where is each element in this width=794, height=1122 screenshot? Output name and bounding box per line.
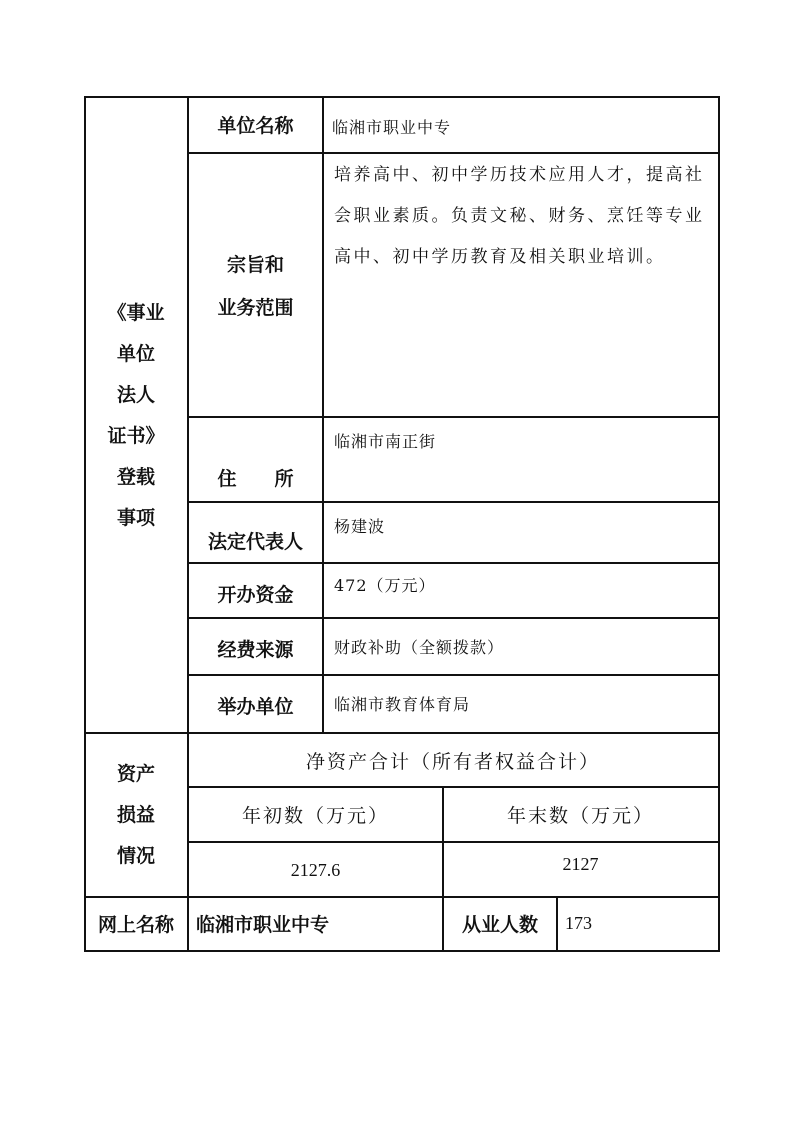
unit-name-label: 单位名称 [217,115,294,137]
staff-count-label: 从业人数 [461,914,538,936]
funding-value: 财政补助（全额拨款） [334,638,505,657]
sponsor-value: 临湘市教育体育局 [334,695,471,714]
begin-year-value: 2127.6 [290,860,341,880]
online-name-label: 网上名称 [97,914,174,936]
address-value: 临湘市南正街 [334,432,437,451]
left-header-line: 《事业 [107,302,165,324]
net-assets-title: 净资产合计（所有者权益合计） [305,750,600,773]
left-header-line: 单位 [116,343,155,365]
purpose-label [188,153,323,417]
registration-table [84,96,720,951]
capital-label: 开办资金 [217,584,294,606]
legal-rep-value: 杨建波 [334,517,386,536]
legal-rep-label: 法定代表人 [207,531,303,553]
purpose-value [324,153,718,417]
online-name-value: 临湘市职业中专 [196,914,330,936]
purpose-label-line: 业务范围 [217,297,294,319]
sponsor-label: 举办单位 [217,696,294,718]
unit-name-value: 临湘市职业中专 [332,118,452,137]
left-header-line: 登载 [116,466,155,488]
end-year-label: 年末数（万元） [506,805,654,827]
left-header-line: 证书》 [107,425,165,447]
assets-header-line: 资产 [116,762,155,785]
assets-header [84,733,188,897]
table-border-right [718,96,720,951]
staff-count-value: 173 [565,913,592,933]
capital-value: 472（万元） [334,576,436,595]
left-header-line: 事项 [116,507,155,529]
funding-label: 经费来源 [217,639,294,661]
end-year-value: 2127 [562,854,599,874]
left-header-line: 法人 [116,384,155,406]
begin-year-label: 年初数（万元） [241,805,389,827]
assets-header-line: 情况 [116,844,155,867]
purpose-text: 培养高中、初中学历技术应用人才，提高社会职业素质。负责文秘、财务、烹饪等专业高中、初中学历教育及相关职业培训。 [334,165,705,267]
table-border-bottom [84,950,720,952]
left-section-header [84,96,188,732]
purpose-label-line: 宗旨和 [226,254,284,276]
address-label: 住 所 [217,468,294,490]
assets-header-line: 损益 [116,803,155,826]
